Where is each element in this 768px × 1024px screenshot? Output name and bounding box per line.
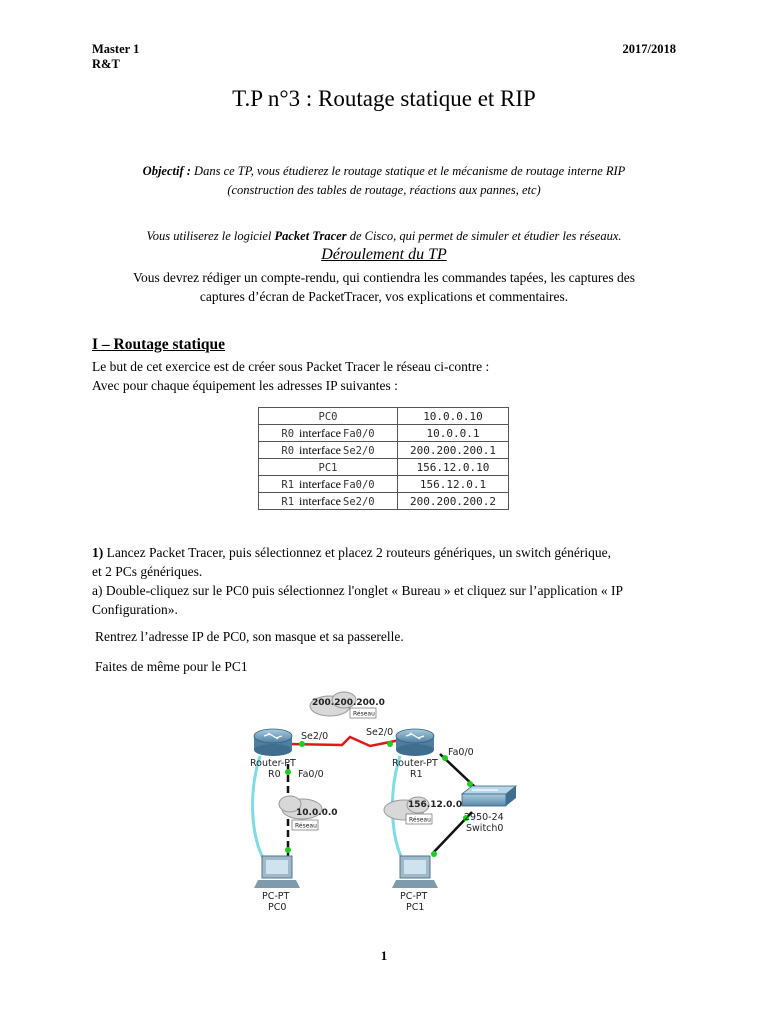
r1-type-label: Router-PT — [392, 758, 438, 769]
ip-table-row — [259, 408, 509, 425]
r0-se-label: Se2/0 — [301, 731, 329, 742]
step1-sub-a2: Configuration». — [92, 602, 178, 617]
ip-table-row — [259, 442, 509, 459]
pc1-name-label: PC1 — [406, 902, 425, 913]
page-title: T.P n°3 : Routage statique et RIP — [232, 86, 536, 111]
net-lan1-label: 156.12.0.0 — [408, 800, 463, 810]
section1-intro — [92, 357, 489, 395]
objectif-line2: (construction des tables de routage, réactions aux pannes, etc) — [227, 183, 541, 197]
software-pre: Vous utiliserez le logiciel — [146, 229, 275, 243]
ip-device-cell — [259, 425, 398, 442]
step1-sub-a1: a) Double-cliquez sur le PC0 puis sélectionnez l'onglet « Bureau » et cliquez sur l’application « IP — [92, 583, 624, 598]
software-line — [0, 229, 768, 244]
device-name: PC1 — [318, 461, 338, 474]
section1-line2: Avec pour chaque équipement les adresses IP suivantes : — [92, 378, 398, 393]
switch-type-label: 2950-24 — [464, 812, 504, 823]
header-course: Master 1 — [92, 42, 140, 56]
interface-word: interface — [299, 476, 341, 491]
deroulement-line1: Vous devrez rédiger un compte-rendu, qui contiendra les commandes tapées, les captures des — [132, 270, 636, 285]
network-diagram — [240, 684, 530, 924]
pc0-name-label: PC0 — [268, 902, 287, 913]
ip-device-cell — [259, 476, 398, 493]
ip-table-row — [259, 459, 509, 476]
cloud-tag-lan1: Réseau — [409, 816, 431, 824]
pc1-type-label: PC-PT — [400, 891, 428, 902]
section1-heading: I – Routage statique — [92, 336, 226, 353]
header-year: 2017/2018 — [622, 42, 676, 56]
deroulement-line2: captures d’écran de PacketTracer, vos explications et commentaires. — [199, 289, 569, 304]
header-program: R&T — [92, 57, 120, 71]
step1-p2: Faites de même pour le PC1 — [95, 659, 248, 674]
ip-address-cell: 156.12.0.10 — [398, 459, 509, 476]
step1-line1 — [92, 543, 692, 562]
router-r0-icon[interactable] — [254, 729, 292, 756]
ip-table-row — [259, 476, 509, 493]
interface-word: interface — [299, 442, 341, 457]
net-lan0-label: 10.0.0.0 — [296, 808, 338, 818]
device-name: R1 — [281, 495, 295, 508]
router-r1-icon[interactable] — [396, 729, 434, 756]
ip-address-cell: 10.0.0.10 — [398, 408, 509, 425]
light-pc0 — [285, 847, 291, 853]
ip-table-row — [259, 493, 509, 510]
interface-name: Se2/0 — [343, 495, 375, 508]
step1-text2: et 2 PCs génériques. — [92, 564, 203, 579]
ip-address-cell: 200.200.200.1 — [398, 442, 509, 459]
pc0-icon[interactable] — [254, 856, 300, 888]
ip-table-body — [259, 408, 509, 510]
ip-address-cell: 10.0.0.1 — [398, 425, 509, 442]
interface-name: Fa0/0 — [343, 427, 375, 440]
objectif-block — [0, 162, 768, 200]
r1-name-label: R1 — [410, 769, 423, 780]
objectif-text: Dans ce TP, vous étudierez le routage statique et le mécanisme de routage interne RIP — [190, 164, 626, 178]
switch-name-label: Switch0 — [466, 823, 504, 834]
cloud-tag-wan: Réseau — [353, 710, 375, 718]
device-name: R0 — [281, 444, 295, 457]
r0-name-label: R0 — [268, 769, 281, 780]
interface-name: Se2/0 — [343, 444, 375, 457]
interface-word: interface — [299, 425, 341, 440]
ip-address-cell: 200.200.200.2 — [398, 493, 509, 510]
ip-address-table — [258, 407, 509, 510]
pc0-type-label: PC-PT — [262, 891, 290, 902]
ip-table-row — [259, 425, 509, 442]
pc1-icon[interactable] — [392, 856, 438, 888]
light-r0-fa — [285, 769, 291, 775]
page-number: 1 — [380, 948, 388, 963]
software-post: de Cisco, qui permet de simuler et étudier les réseaux. — [346, 229, 622, 243]
light-r1-se — [387, 741, 393, 747]
device-name: R1 — [281, 478, 295, 491]
objectif-label: Objectif : — [142, 164, 191, 178]
cloud-tag-lan0: Réseau — [295, 822, 317, 830]
switch0-icon[interactable] — [462, 786, 516, 806]
device-name: R0 — [281, 427, 295, 440]
ip-device-cell — [259, 493, 398, 510]
ip-device-cell — [259, 442, 398, 459]
interface-name: Fa0/0 — [343, 478, 375, 491]
step1-text1: Lancez Packet Tracer, puis sélectionnez et placez 2 routeurs génériques, un switch générique, — [103, 545, 612, 560]
header-left — [92, 42, 139, 72]
step1-block — [92, 543, 692, 619]
ip-address-cell: 156.12.0.1 — [398, 476, 509, 493]
section1-line1: Le but de cet exercice est de créer sous Packet Tracer le réseau ci-contre : — [92, 359, 490, 374]
light-pc1 — [431, 851, 437, 857]
net-wan-label: 200.200.200.0 — [312, 698, 385, 708]
interface-word: interface — [299, 493, 341, 508]
ip-device-cell — [259, 459, 398, 476]
r0-type-label: Router-PT — [250, 758, 296, 769]
step1-p1: Rentrez l’adresse IP de PC0, son masque et sa passerelle. — [95, 629, 404, 644]
device-name: PC0 — [318, 410, 338, 423]
software-name: Packet Tracer — [274, 229, 347, 243]
deroulement-heading: Déroulement du TP — [321, 246, 447, 263]
step1-number: 1) — [92, 545, 104, 560]
ip-device-cell — [259, 408, 398, 425]
r1-fa-label: Fa0/0 — [448, 747, 474, 758]
r1-se-label: Se2/0 — [366, 727, 394, 738]
objectif-line1 — [0, 162, 768, 181]
r0-fa-label: Fa0/0 — [298, 769, 324, 780]
deroulement-text — [0, 268, 768, 306]
